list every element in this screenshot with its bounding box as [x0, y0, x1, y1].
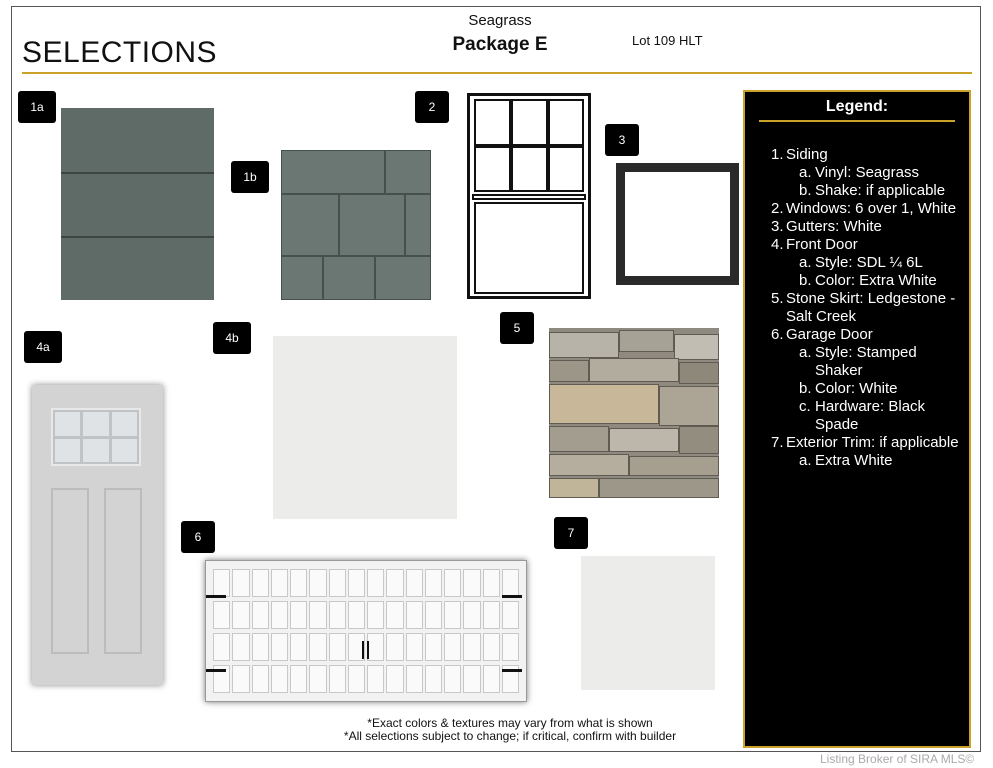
- tag-1b: 1b: [231, 161, 269, 193]
- legend-subitem-letter: b.: [799, 272, 812, 289]
- legend-item-number: 4.: [771, 236, 784, 253]
- legend-subitem: [771, 344, 961, 380]
- package-name: Package E: [452, 34, 548, 55]
- garage-panel: [463, 665, 480, 693]
- stone-piece: [674, 334, 719, 360]
- garage-strap-hinge: [502, 595, 522, 598]
- window-meeting-rail: [472, 194, 586, 200]
- garage-panel: [444, 601, 461, 629]
- garage-panel: [348, 665, 365, 693]
- window-pane: [511, 146, 548, 192]
- garage-panel: [406, 601, 423, 629]
- garage-panel: [386, 601, 403, 629]
- legend-subitem: [771, 272, 961, 290]
- garage-panel: [483, 569, 500, 597]
- stone-piece: [679, 426, 719, 454]
- disclaimer-line-2: *All selections subject to change; if critical, confirm with builder: [343, 729, 677, 743]
- garage-panel: [232, 601, 249, 629]
- stone-piece: [659, 386, 719, 426]
- window-pane: [548, 146, 584, 192]
- legend-item-text: Stone Skirt: Ledgestone - Salt Creek: [786, 290, 956, 325]
- glass-pane: [83, 439, 108, 463]
- glass-pane: [55, 439, 80, 463]
- legend-subitem-letter: a.: [799, 254, 812, 271]
- legend-title: Legend:: [825, 98, 889, 115]
- shake-tile: [375, 256, 431, 300]
- door-panel: [51, 488, 89, 654]
- lot-label: Lot 109 HLT: [632, 33, 703, 48]
- shake-tile: [281, 256, 323, 300]
- legend-subitem: [771, 182, 961, 200]
- garage-panel: [232, 633, 249, 661]
- legend-item-text: Gutters: White: [786, 218, 882, 235]
- legend-subitem-text: Style: Stamped Shaker: [815, 344, 917, 379]
- legend-subitem-letter: a.: [799, 452, 812, 469]
- shake-tile: [323, 256, 375, 300]
- garage-panel: [213, 633, 230, 661]
- tag-3: 3: [605, 124, 639, 156]
- disclaimer: [300, 717, 720, 743]
- garage-panel: [309, 665, 326, 693]
- garage-panel: [348, 569, 365, 597]
- legend-subitem: [771, 164, 961, 182]
- color-scheme-name: Seagrass: [468, 12, 532, 29]
- lap-line: [61, 172, 214, 174]
- garage-panel: [309, 601, 326, 629]
- legend-subitem: [771, 398, 961, 434]
- shake-tile: [281, 150, 385, 194]
- garage-panel: [367, 601, 384, 629]
- shake-tile: [339, 194, 405, 256]
- garage-panel: [309, 633, 326, 661]
- garage-panel: [502, 601, 519, 629]
- garage-panel: [444, 633, 461, 661]
- garage-panel: [213, 569, 230, 597]
- door-color-swatch: [273, 336, 457, 519]
- tag-7: 7: [554, 517, 588, 549]
- glass-pane: [112, 439, 137, 463]
- garage-strap-hinge: [206, 595, 226, 598]
- garage-panel: [309, 569, 326, 597]
- gutter-profile-illustration: [616, 163, 739, 285]
- garage-door-image: [205, 560, 527, 702]
- stone-piece: [549, 332, 619, 358]
- legend-subitem-letter: a.: [799, 164, 812, 181]
- garage-panel: [290, 633, 307, 661]
- stone-piece: [589, 358, 679, 382]
- garage-panel: [329, 633, 346, 661]
- garage-panel: [232, 569, 249, 597]
- stone-piece: [549, 360, 589, 382]
- garage-panel: [290, 601, 307, 629]
- legend-subitem-letter: b.: [799, 182, 812, 199]
- garage-panel: [502, 633, 519, 661]
- legend-item-number: 3.: [771, 218, 784, 235]
- lap-line: [61, 236, 214, 238]
- disclaimer-line-1: *Exact colors & textures may vary from what is shown: [367, 716, 653, 730]
- stone-piece: [549, 478, 599, 498]
- glass-pane: [112, 412, 137, 436]
- stone-piece: [679, 362, 719, 384]
- garage-panel: [406, 569, 423, 597]
- legend-subitem-text: Vinyl: Seagrass: [815, 164, 919, 181]
- legend-item-number: 5.: [771, 290, 784, 307]
- legend-item-number: 6.: [771, 326, 784, 343]
- legend-subitem: [771, 380, 961, 398]
- legend-subitem-text: Shake: if applicable: [815, 182, 946, 199]
- stone-piece: [599, 478, 719, 498]
- garage-panel: [425, 665, 442, 693]
- stone-piece: [609, 428, 679, 452]
- shake-tile: [385, 150, 431, 194]
- legend-item-number: 1.: [771, 146, 784, 163]
- front-door-image: [32, 385, 163, 685]
- garage-panel: [367, 633, 384, 661]
- garage-strap-hinge: [502, 669, 522, 672]
- legend-item-number: 2.: [771, 200, 784, 217]
- page-title: SELECTIONS: [22, 36, 218, 69]
- garage-panel: [213, 601, 230, 629]
- tag-2: 2: [415, 91, 449, 123]
- window-lower-sash: [474, 202, 584, 294]
- legend-item-text: Windows: 6 over 1, White: [786, 200, 957, 217]
- tag-5: 5: [500, 312, 534, 344]
- garage-panel: [483, 633, 500, 661]
- garage-panel: [367, 665, 384, 693]
- legend-item-text: Siding: [786, 146, 828, 163]
- garage-panel: [425, 633, 442, 661]
- garage-panel: [290, 569, 307, 597]
- legend-subitem-text: Extra White: [815, 452, 893, 469]
- garage-panel: [271, 665, 288, 693]
- legend-subitem-text: Style: SDL ¼ 6L: [815, 254, 923, 271]
- legend-item: [771, 434, 961, 452]
- legend-divider: [759, 120, 955, 122]
- garage-panel: [271, 601, 288, 629]
- garage-panel: [463, 601, 480, 629]
- legend-subitem: [771, 452, 961, 470]
- garage-panel: [483, 601, 500, 629]
- garage-panel: [329, 569, 346, 597]
- garage-panel: [252, 569, 269, 597]
- legend-item-text: Front Door: [786, 236, 858, 253]
- tag-4a: 4a: [24, 331, 62, 363]
- window-6-over-1-illustration: [467, 93, 591, 299]
- garage-panel: [425, 601, 442, 629]
- stone-piece: [549, 384, 659, 424]
- window-pane: [548, 99, 584, 146]
- window-pane: [474, 99, 511, 146]
- legend-subitem-text: Hardware: Black Spade: [815, 398, 926, 433]
- legend-item-text: Exterior Trim: if applicable: [786, 434, 959, 451]
- lap-siding-swatch: [61, 108, 214, 300]
- garage-panel: [406, 665, 423, 693]
- legend-subitem-letter: c.: [799, 398, 811, 415]
- stone-piece: [629, 456, 719, 476]
- ledgestone-swatch: [549, 328, 719, 498]
- stone-piece: [549, 426, 609, 452]
- garage-panel: [290, 665, 307, 693]
- stone-piece: [549, 454, 629, 476]
- legend-subitem-text: Color: White: [815, 380, 898, 397]
- garage-panel: [386, 569, 403, 597]
- header-divider: [22, 72, 972, 74]
- legend-subitem-letter: a.: [799, 344, 812, 361]
- legend-subitem: [771, 254, 961, 272]
- legend-item: [771, 326, 961, 344]
- legend-item: [771, 290, 961, 326]
- garage-panel: [329, 601, 346, 629]
- legend-list: [771, 146, 961, 470]
- legend-item: [771, 200, 961, 218]
- window-pane: [511, 99, 548, 146]
- garage-panel: [502, 569, 519, 597]
- legend-item: [771, 236, 961, 254]
- garage-panel: [463, 569, 480, 597]
- tag-1a: 1a: [18, 91, 56, 123]
- garage-panel: [483, 665, 500, 693]
- listing-broker-credit: Listing Broker of SIRA MLS©: [820, 752, 975, 766]
- legend-item-number: 7.: [771, 434, 784, 451]
- garage-strap-hinge: [206, 669, 226, 672]
- trim-color-swatch: [581, 556, 715, 690]
- garage-panel: [232, 665, 249, 693]
- legend-subitem-text: Color: Extra White: [815, 272, 937, 289]
- garage-handle: [362, 641, 364, 659]
- tag-4b: 4b: [213, 322, 251, 354]
- legend-item: [771, 218, 961, 236]
- glass-pane: [83, 412, 108, 436]
- glass-pane: [55, 412, 80, 436]
- garage-handle: [367, 641, 369, 659]
- stone-piece: [619, 330, 674, 352]
- legend-subitem-letter: b.: [799, 380, 812, 397]
- garage-panel: [386, 633, 403, 661]
- garage-panel: [271, 569, 288, 597]
- garage-panel: [271, 633, 288, 661]
- tag-6: 6: [181, 521, 215, 553]
- legend-item: [771, 146, 961, 164]
- shake-tile: [405, 194, 431, 256]
- garage-panel: [329, 665, 346, 693]
- door-panel: [104, 488, 142, 654]
- door-glass-lite: [51, 408, 141, 466]
- legend-item-text: Garage Door: [786, 326, 873, 343]
- window-pane: [474, 146, 511, 192]
- garage-panel: [444, 569, 461, 597]
- garage-panel: [252, 665, 269, 693]
- garage-panel: [367, 569, 384, 597]
- garage-panel: [252, 633, 269, 661]
- shake-tile: [281, 194, 339, 256]
- garage-panel: [463, 633, 480, 661]
- garage-panel: [386, 665, 403, 693]
- garage-panel: [252, 601, 269, 629]
- garage-panel: [444, 665, 461, 693]
- legend-panel: [743, 90, 971, 748]
- garage-panel: [406, 633, 423, 661]
- shake-siding-swatch: [281, 150, 431, 300]
- garage-panel: [348, 601, 365, 629]
- garage-panel: [425, 569, 442, 597]
